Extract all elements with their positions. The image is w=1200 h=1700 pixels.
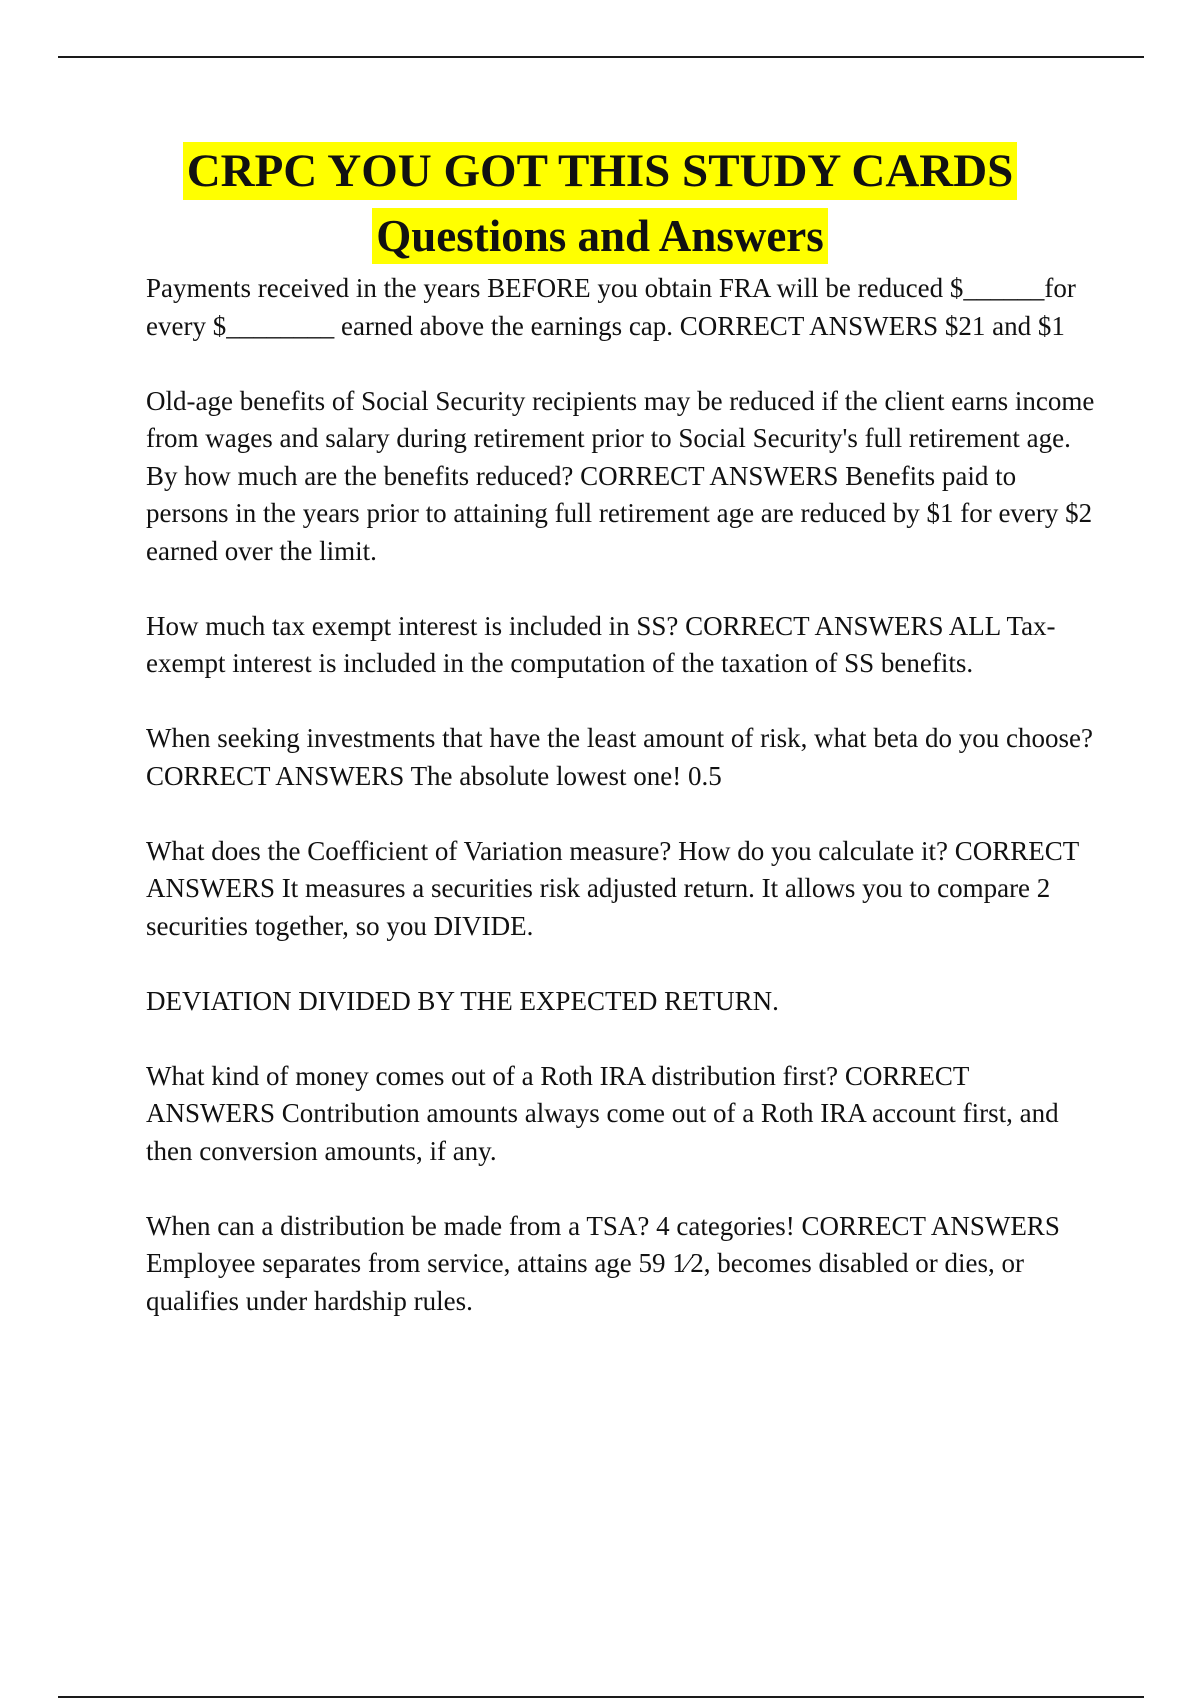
- title-block: [0, 142, 1200, 264]
- qa-paragraph-1: Payments received in the years BEFORE you obtain FRA will be reduced $______for every $________ earned above the earnings cap. CORRECT ANSWERS $21 and $1: [146, 273, 1076, 341]
- top-rule: [58, 56, 1144, 58]
- document-title: CRPC YOU GOT THIS STUDY CARDS: [183, 142, 1018, 200]
- qa-paragraph-2: Old-age benefits of Social Security recipients may be reduced if the client earns income from wages and salary during retirement prior to Social Security's full retirement age. By how much are the benefits reduced? CORRECT ANSWERS Benefits paid to persons in the years prior to attaining full retirement age are reduced by $1 for every $2 earned over the limit.: [146, 385, 1095, 566]
- qa-paragraph-4: When seeking investments that have the least amount of risk, what beta do you choose? CORRECT ANSWERS The absolute lowest one! 0.5: [146, 723, 1093, 791]
- qa-paragraph-6: DEVIATION DIVIDED BY THE EXPECTED RETURN.: [146, 985, 779, 1016]
- document-subtitle: Questions and Answers: [372, 208, 828, 264]
- document-body: [146, 270, 1096, 1358]
- bottom-rule: [58, 1696, 1144, 1698]
- qa-paragraph-7: What kind of money comes out of a Roth IRA distribution first? CORRECT ANSWERS Contribution amounts always come out of a Roth IRA account first, and then conversion amounts, if any.: [146, 1060, 1059, 1166]
- qa-paragraph-5: What does the Coefficient of Variation measure? How do you calculate it? CORRECT ANSWERS It measures a securities risk adjusted return. It allows you to compare 2 securities together, so you DIVIDE.: [146, 835, 1079, 941]
- qa-paragraph-8: When can a distribution be made from a TSA? 4 categories! CORRECT ANSWERS Employee separates from service, attains age 59 1⁄2, becomes disabled or dies, or qualifies under hardship rules.: [146, 1210, 1060, 1316]
- qa-paragraph-3: How much tax exempt interest is included in SS? CORRECT ANSWERS ALL Tax-exempt interest is included in the computation of the taxation of SS benefits.: [146, 610, 1056, 678]
